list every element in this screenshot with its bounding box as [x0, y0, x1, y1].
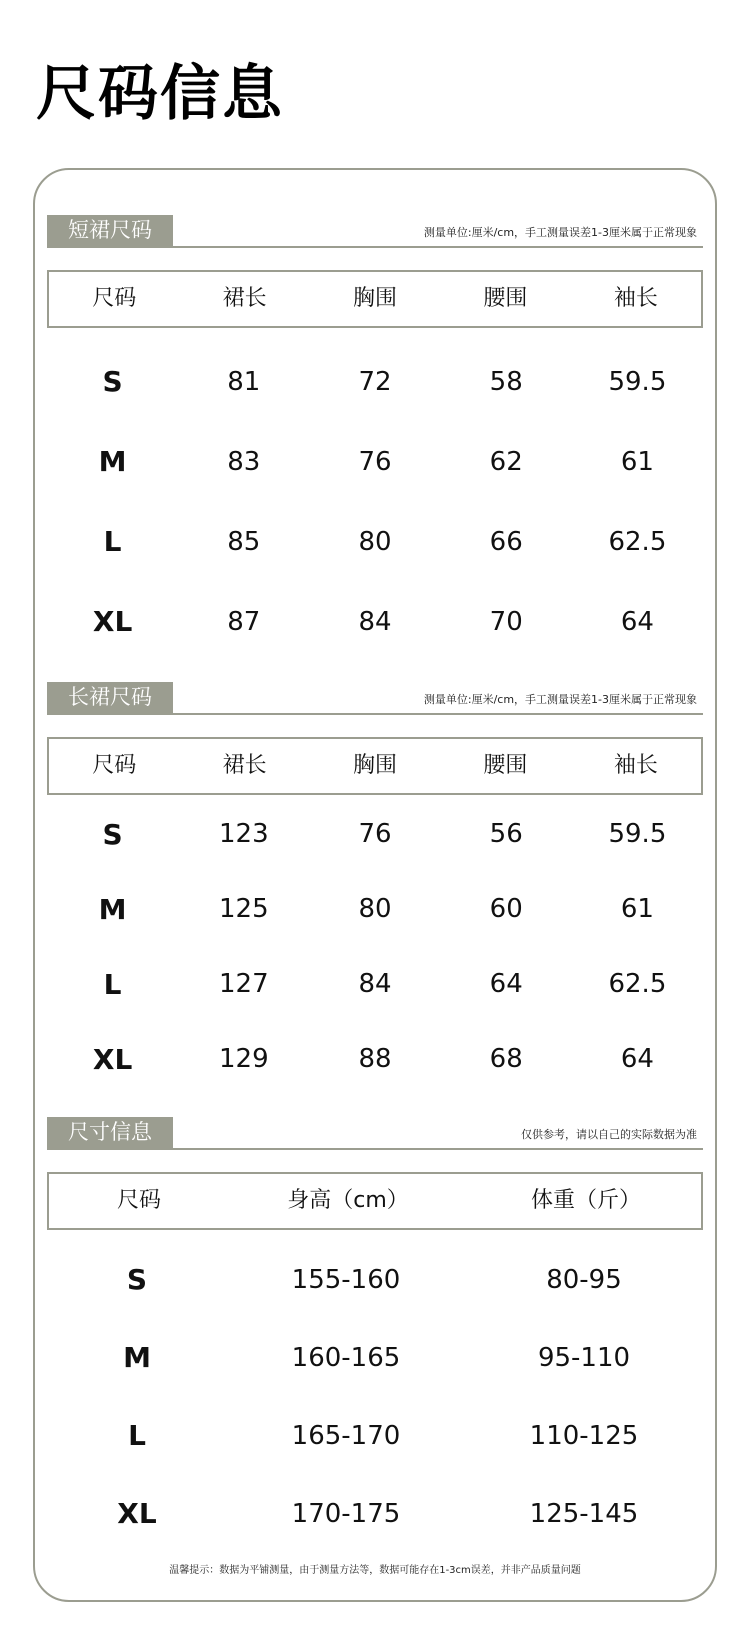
value-cell: 64 — [489, 969, 523, 999]
value-cell: 80-95 — [546, 1265, 622, 1295]
value-cell: 68 — [489, 1044, 523, 1074]
header-skirt-length: 裙长 — [222, 753, 267, 778]
size-cell: L — [128, 1419, 146, 1452]
size-info-tag: 尺寸信息 — [47, 1117, 173, 1148]
long-skirt-note: 测量单位:厘米/cm，手工测量误差1-3厘米属于正常现象 — [423, 693, 697, 706]
table-row — [47, 1022, 703, 1097]
table-row — [47, 947, 703, 1022]
value-cell: 84 — [358, 969, 392, 999]
value-cell: 70 — [489, 607, 523, 637]
value-cell: 85 — [227, 527, 261, 557]
value-cell: 88 — [358, 1044, 392, 1074]
short-skirt-note: 测量单位:厘米/cm，手工测量误差1-3厘米属于正常现象 — [423, 226, 697, 239]
short-skirt-section-header — [47, 215, 703, 248]
value-cell: 62.5 — [608, 527, 667, 557]
short-skirt-tag: 短裙尺码 — [47, 215, 173, 246]
value-cell: 125 — [218, 894, 269, 924]
header-waist: 腰围 — [483, 286, 528, 311]
header-waist: 腰围 — [483, 753, 528, 778]
value-cell: 80 — [358, 894, 392, 924]
header-bust: 胸围 — [353, 753, 398, 778]
value-cell: 64 — [620, 1044, 654, 1074]
short-skirt-table-header — [47, 270, 703, 328]
table-row — [47, 872, 703, 947]
value-cell: 58 — [489, 367, 523, 397]
header-sleeve: 袖长 — [613, 753, 658, 778]
size-info-section-header — [47, 1117, 703, 1150]
size-cell: L — [103, 968, 122, 1001]
value-cell: 61 — [620, 447, 654, 477]
value-cell: 62 — [489, 447, 523, 477]
table-row — [47, 1241, 703, 1319]
value-cell: 60 — [489, 894, 523, 924]
value-cell: 83 — [227, 447, 261, 477]
value-cell: 95-110 — [537, 1343, 631, 1373]
size-cell: M — [98, 893, 127, 926]
value-cell: 87 — [227, 607, 261, 637]
value-cell: 64 — [620, 607, 654, 637]
table-row — [47, 1397, 703, 1475]
header-size: 尺码 — [116, 1188, 161, 1213]
footnote: 温馨提示：数据为平铺测量，由于测量方法等，数据可能存在1-3cm误差，并非产品质量问题 — [169, 1565, 581, 1576]
table-row — [47, 797, 703, 872]
table-row — [47, 582, 703, 662]
value-cell: 76 — [358, 447, 392, 477]
value-cell: 84 — [358, 607, 392, 637]
table-row — [47, 1475, 703, 1553]
value-cell: 160-165 — [291, 1343, 401, 1373]
value-cell: 123 — [218, 819, 269, 849]
value-cell: 76 — [358, 819, 392, 849]
size-cell: XL — [92, 605, 133, 638]
size-cell: S — [102, 365, 123, 398]
value-cell: 81 — [227, 367, 261, 397]
size-cell: S — [126, 1263, 148, 1296]
header-skirt-length: 裙长 — [222, 286, 267, 311]
page-title: 尺码信息 — [36, 59, 284, 129]
value-cell: 155-160 — [291, 1265, 401, 1295]
value-cell: 61 — [620, 894, 654, 924]
value-cell: 170-175 — [291, 1499, 401, 1529]
value-cell: 127 — [218, 969, 269, 999]
value-cell: 125-145 — [529, 1499, 639, 1529]
header-size: 尺码 — [92, 753, 137, 778]
long-skirt-rows — [47, 797, 703, 1097]
table-row — [47, 502, 703, 582]
size-cell: L — [103, 525, 122, 558]
short-skirt-rows — [47, 342, 703, 662]
header-sleeve: 袖长 — [613, 286, 658, 311]
value-cell: 66 — [489, 527, 523, 557]
size-cell: S — [102, 818, 123, 851]
table-row — [47, 342, 703, 422]
value-cell: 129 — [218, 1044, 269, 1074]
size-cell: XL — [92, 1043, 133, 1076]
value-cell: 59.5 — [608, 819, 667, 849]
value-cell: 62.5 — [608, 969, 667, 999]
table-row — [47, 422, 703, 502]
header-weight: 体重（斤） — [530, 1188, 641, 1213]
header-size: 尺码 — [92, 286, 137, 311]
value-cell: 110-125 — [529, 1421, 639, 1451]
long-skirt-section-header — [47, 682, 703, 715]
long-skirt-table-header — [47, 737, 703, 795]
value-cell: 56 — [489, 819, 523, 849]
long-skirt-tag: 长裙尺码 — [47, 682, 173, 713]
size-info-table-header — [47, 1172, 703, 1230]
size-cell: XL — [117, 1497, 157, 1530]
table-row — [47, 1319, 703, 1397]
size-cell: M — [98, 445, 127, 478]
value-cell: 80 — [358, 527, 392, 557]
header-bust: 胸围 — [353, 286, 398, 311]
header-height: 身高（cm） — [287, 1188, 409, 1213]
value-cell: 59.5 — [608, 367, 667, 397]
value-cell: 72 — [358, 367, 392, 397]
size-info-note: 仅供参考，请以自己的实际数据为准 — [521, 1128, 697, 1141]
size-cell: M — [123, 1341, 151, 1374]
size-info-rows — [47, 1241, 703, 1553]
value-cell: 165-170 — [291, 1421, 401, 1451]
